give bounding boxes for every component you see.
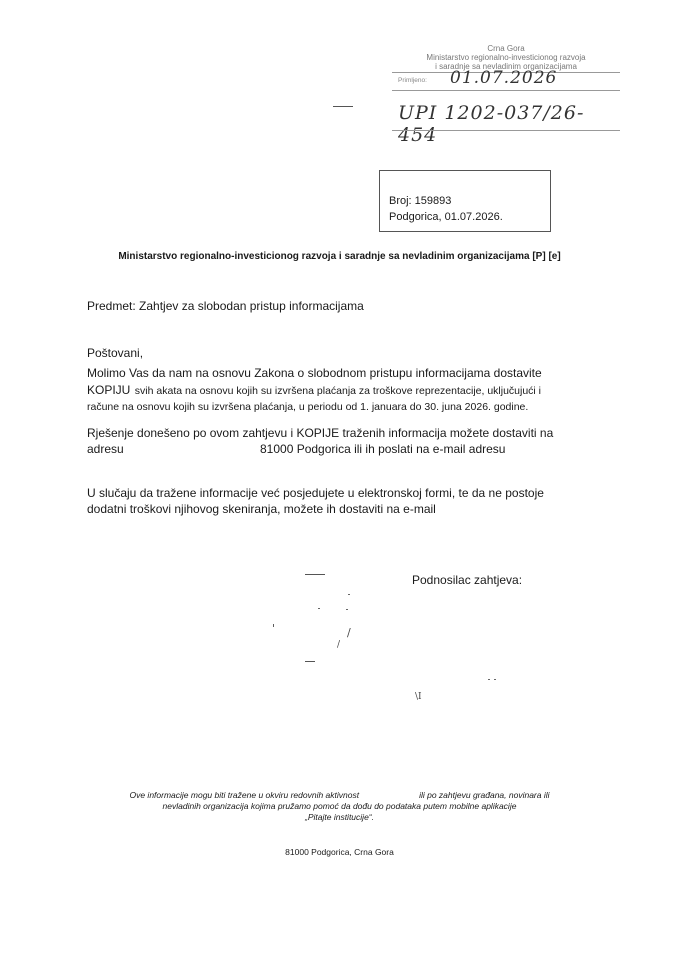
signature-label: Podnosilac zahtjeva: xyxy=(412,573,523,587)
stamp-country: Crna Gora xyxy=(487,44,525,53)
scan-artifact: / xyxy=(347,626,351,639)
registry-stamp xyxy=(372,44,620,146)
redaction-dash xyxy=(305,661,315,662)
stamp-handwritten-number: UPI 1202-037/26-454 xyxy=(398,102,585,146)
greeting: Poštovani, xyxy=(87,346,144,360)
stamp-ministry-cont: i saradnje sa nevladinim organizacijama xyxy=(435,62,577,71)
footer-line: „Pitajte institucije“. xyxy=(305,812,374,822)
scan-artifact: / xyxy=(337,640,341,650)
scan-artifact: ' xyxy=(272,622,276,635)
scan-artifact xyxy=(494,679,496,680)
body-line: račune na osnovu kojih su izvršena plaćanja, u periodu od 1. januara do 30. juna 2026. godine. xyxy=(87,401,529,413)
recipient-heading: Ministarstvo regionalno-investicionog razvoja i saradnje sa nevladinim organizacijama [P] [e] xyxy=(118,251,561,262)
stamp-rule xyxy=(392,90,620,91)
body-paragraph-2 xyxy=(87,425,607,457)
footer-text: ili po zahtjevu građana, novinara ili xyxy=(419,790,550,800)
body-line: dodatni troškovi njihovog skeniranja, možete ih dostaviti na e-mail xyxy=(87,502,436,516)
body-paragraph-1 xyxy=(87,365,607,415)
footer-text: Ove informacije mogu biti tražene u okviru redovnih aktivnost xyxy=(129,790,360,800)
body-line xyxy=(87,441,607,457)
scan-artifact xyxy=(348,594,350,595)
reference-number: Broj: 159893 xyxy=(389,195,452,207)
body-line: U slučaju da tražene informacije već posjedujete u elektronskoj formi, te da ne postoje xyxy=(87,486,544,500)
stamp-received-label: Primljeno: xyxy=(398,77,427,84)
body-text-emphasis: KOPIJU xyxy=(87,383,131,397)
footer-line: nevladinih organizacija kojima pružamo pomoć da dođu do podataka putem mobilne aplikacije xyxy=(162,801,517,811)
body-line xyxy=(87,381,607,399)
stamp-ministry: Ministarstvo regionalno-investicionog razvoja xyxy=(426,53,586,62)
reference-box xyxy=(379,170,551,232)
footer-line xyxy=(0,790,679,801)
stamp-handwritten-date: 01.07.2026 xyxy=(450,68,558,88)
stamp-rule xyxy=(392,130,620,131)
body-text: svih akata na osnovu kojih su izvršena plaćanja za troškove reprezentacije, uključujući i xyxy=(134,385,542,397)
address-label: adresu xyxy=(87,442,124,456)
reference-place-date: Podgorica, 01.07.2026. xyxy=(389,211,503,223)
subject-line: Predmet: Zahtjev za slobodan pristup informacijama xyxy=(87,299,364,313)
scan-artifact: \I xyxy=(415,692,422,702)
scan-artifact xyxy=(488,679,490,680)
address-value: 81000 Podgorica ili ih poslati na e-mail adresu xyxy=(260,442,506,456)
body-line: Molimo Vas da nam na osnovu Zakona o slobodnom pristupu informacijama dostavite xyxy=(87,366,542,380)
footer-address: 81000 Podgorica, Crna Gora xyxy=(285,847,394,857)
body-line: Rješenje donešeno po ovom zahtjevu i KOPIJE traženih informacija možete dostaviti na xyxy=(87,426,554,440)
redaction-dash xyxy=(333,106,353,107)
redaction-dash xyxy=(305,574,325,575)
footer-note xyxy=(0,790,679,823)
stamp-header xyxy=(392,44,620,71)
scan-artifact xyxy=(346,609,348,610)
body-paragraph-3 xyxy=(87,485,607,517)
scan-artifact xyxy=(318,608,320,609)
